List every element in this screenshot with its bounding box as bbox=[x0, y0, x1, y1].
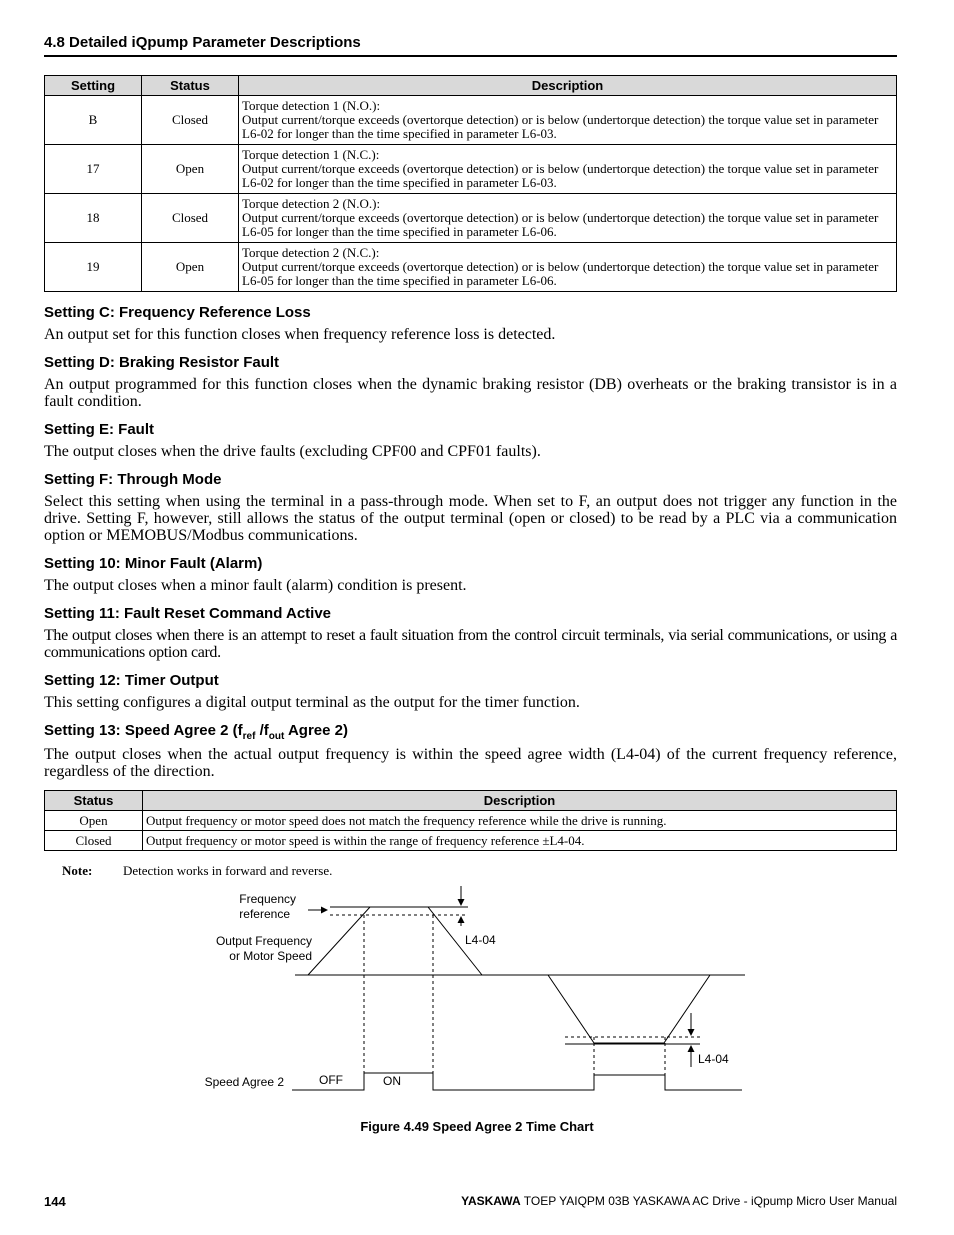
heading-setting-f: Setting F: Through Mode bbox=[44, 471, 222, 488]
status-cell: Closed bbox=[142, 96, 239, 145]
heading-setting-10: Setting 10: Minor Fault (Alarm) bbox=[44, 555, 263, 572]
description-body: Output current/torque exceeds (overtorque detection) or is below (undertorque detection) the torque value set in parameter L6-02 for longer than the time specified in parameter L6-03. bbox=[242, 112, 879, 141]
table-row bbox=[45, 145, 897, 194]
table-row bbox=[45, 831, 897, 851]
description-cell bbox=[239, 96, 897, 145]
l4-04-top-label: L4-04 bbox=[465, 933, 496, 947]
description-body: Output current/torque exceeds (overtorque detection) or is below (undertorque detection) the torque value set in parameter L6-05 for longer than the time specified in parameter L6-06. bbox=[242, 259, 879, 288]
setting-cell: B bbox=[45, 96, 142, 145]
header-rule bbox=[44, 55, 897, 57]
section-header: 4.8 Detailed iQpump Parameter Descriptions bbox=[44, 34, 361, 51]
on-state-label: ON bbox=[383, 1074, 401, 1088]
heading-setting-12: Setting 12: Timer Output bbox=[44, 672, 219, 689]
figure-caption: Figure 4.49 Speed Agree 2 Time Chart bbox=[360, 1119, 594, 1134]
description-title: Torque detection 2 (N.C.): bbox=[242, 245, 380, 260]
description-cell bbox=[239, 145, 897, 194]
setting-cell: 19 bbox=[45, 243, 142, 292]
table-header-row bbox=[45, 791, 897, 811]
paragraph-setting-c: An output set for this function closes when frequency reference loss is detected. bbox=[44, 326, 556, 343]
status-cell: Open bbox=[45, 811, 143, 831]
speed-agree-status-table bbox=[44, 790, 897, 851]
l4-04-bottom-label: L4-04 bbox=[698, 1052, 729, 1066]
description-title: Torque detection 1 (N.C.): bbox=[242, 147, 380, 162]
status-cell: Open bbox=[142, 243, 239, 292]
heading-setting-c: Setting C: Frequency Reference Loss bbox=[44, 304, 311, 321]
description-cell: Output frequency or motor speed is within the range of frequency reference ±L4-04. bbox=[143, 831, 897, 851]
column-header-status: Status bbox=[45, 791, 143, 811]
description-cell: Output frequency or motor speed does not match the frequency reference while the drive is running. bbox=[143, 811, 897, 831]
paragraph-setting-12: This setting configures a digital output terminal as the output for the timer function. bbox=[44, 694, 580, 711]
frequency-reference-label-line2: reference bbox=[239, 907, 290, 921]
speed-agree-2-label: Speed Agree 2 bbox=[204, 1075, 284, 1089]
paragraph-setting-10: The output closes when a minor fault (alarm) condition is present. bbox=[44, 577, 467, 594]
description-title: Torque detection 2 (N.O.): bbox=[242, 196, 381, 211]
speed-agree-2-signal bbox=[292, 1073, 742, 1090]
table-row bbox=[45, 96, 897, 145]
footer-doc-text: TOEP YAIQPM 03B YASKAWA AC Drive - iQpump Micro User Manual bbox=[520, 1194, 897, 1208]
output-frequency-negative-trace bbox=[548, 975, 710, 1043]
note-label: Note: bbox=[62, 863, 93, 878]
heading-setting-13: Setting 13: Speed Agree 2 ($f_{ref}$ $/f_{out}$ Agree 2) bbox=[44, 722, 348, 742]
heading-setting-11: Setting 11: Fault Reset Command Active bbox=[44, 605, 332, 622]
table-row bbox=[45, 811, 897, 831]
status-cell: Closed bbox=[142, 194, 239, 243]
status-cell: Closed bbox=[45, 831, 143, 851]
footer-brand: YASKAWA bbox=[461, 1194, 521, 1208]
output-frequency-positive-trace bbox=[308, 907, 482, 975]
paragraph-setting-11: The output closes when there is an attempt to reset a fault situation from the control circuit terminals, via serial communications, or using a communications option card. bbox=[44, 627, 897, 661]
column-header-setting: Setting bbox=[45, 76, 142, 96]
description-title: Torque detection 1 (N.O.): bbox=[242, 98, 381, 113]
column-header-status: Status bbox=[142, 76, 239, 96]
off-state-label: OFF bbox=[319, 1073, 343, 1087]
description-cell bbox=[239, 194, 897, 243]
heading-setting-e: Setting E: Fault bbox=[44, 421, 154, 438]
table-row bbox=[45, 194, 897, 243]
column-header-description: Description bbox=[143, 791, 897, 811]
torque-detection-table bbox=[44, 75, 897, 292]
heading-setting-d: Setting D: Braking Resistor Fault bbox=[44, 354, 280, 371]
paragraph-setting-d: An output programmed for this function closes when the dynamic braking resistor (DB) overheats or the braking transistor is in a fault condition. bbox=[44, 376, 897, 410]
page-number: 144 bbox=[44, 1194, 66, 1209]
frequency-reference-label-line1: Frequency bbox=[239, 892, 296, 906]
setting-cell: 18 bbox=[45, 194, 142, 243]
status-cell: Open bbox=[142, 145, 239, 194]
speed-agree-2-time-chart bbox=[190, 880, 750, 1100]
paragraph-setting-13: The output closes when the actual output frequency is within the speed agree width (L4-04) of the current frequency reference, regardless of the direction. bbox=[44, 746, 897, 780]
output-frequency-label-line1: Output Frequency bbox=[215, 934, 312, 948]
description-cell bbox=[239, 243, 897, 292]
table-row bbox=[45, 243, 897, 292]
description-body: Output current/torque exceeds (overtorque detection) or is below (undertorque detection) the torque value set in parameter L6-05 for longer than the time specified in parameter L6-06. bbox=[242, 210, 879, 239]
footer-document-title bbox=[461, 1194, 897, 1208]
note-text: Detection works in forward and reverse. bbox=[123, 863, 333, 878]
description-body: Output current/torque exceeds (overtorque detection) or is below (undertorque detection) the torque value set in parameter L6-02 for longer than the time specified in parameter L6-03. bbox=[242, 161, 879, 190]
setting-cell: 17 bbox=[45, 145, 142, 194]
paragraph-setting-e: The output closes when the drive faults (excluding CPF00 and CPF01 faults). bbox=[44, 443, 541, 460]
table-header-row bbox=[45, 76, 897, 96]
output-frequency-label-line2: or Motor Speed bbox=[229, 949, 312, 963]
paragraph-setting-f: Select this setting when using the terminal in a pass-through mode. When set to F, an output does not trigger any function in the drive. Setting F, however, still allows the status of the output terminal (open or closed) to be read by a PLC via a communication option or MEMOBUS/Modbus communications. bbox=[44, 493, 897, 544]
column-header-description: Description bbox=[239, 76, 897, 96]
